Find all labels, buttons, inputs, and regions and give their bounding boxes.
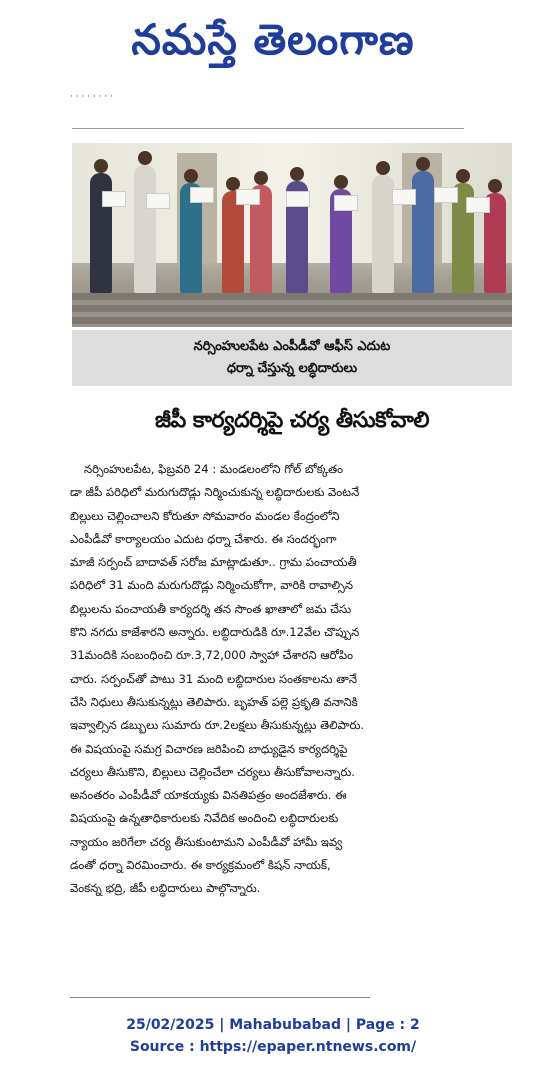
placard [466,197,490,213]
article-line: చారు. సర్పంచ్‌తో పాటు 31 మంది లబ్ధిదారుల సంతకాలను తానే [70,671,357,686]
article-line: 31మందికి సంబంధించి రూ.3,72,000 స్వాహా చేశారని ఆరోపిం [70,648,354,663]
article-line: చేసి నిధులు తీసుకున్నట్లు తెలిపారు. బృహత్ పల్లె ప్రకృతి వనానికి [70,694,358,709]
article-line: బిల్లులను పంచాయతీ కార్యదర్శి తన సొంత ఖాతాలో జమ చేసు [70,601,352,616]
photo-steps [72,293,512,327]
divider [72,128,464,129]
placard [392,189,416,205]
article-line: ఇవ్వాల్సిన డబ్బులు సుమారు రూ.2లక్షలు తీసుకున్నట్లు తెలిపారు. [70,718,365,733]
article-line: విషయంపై ఉన్నతాధికారులకు నివేదిక అందించి లబ్ధిదారులకు [70,811,339,826]
article-line: బిల్లులు చెల్లించాలని కోరుతూ సోమవారం మండల కేంద్రంలోని [70,508,340,523]
divider [70,997,370,998]
photo-person [134,165,156,293]
placard [102,191,126,207]
article-body [70,458,520,901]
article-line: అనంతరం ఎంపీడీవో యాకయ్యకు వినతిపత్రం అందజేశారు. ఈ [70,788,347,803]
newspaper-logo: నమస్తే తెలంగాణ [131,15,415,64]
placard [434,187,458,203]
caption-line: ధర్నా చేస్తున్న లబ్ధిదారులు [226,361,358,376]
photo-person [372,175,394,293]
article-line: డా జీపీ పరిధిలో మరుగుదొడ్లు నిర్మించుకున్న లబ్ధిదారులకు వెంటనే [70,485,360,500]
placard [236,189,260,205]
photo-caption [72,330,512,386]
placard [146,193,170,209]
masthead [0,0,546,80]
placard [286,191,310,207]
article-line: న్యాయం జరిగేలా చర్య తీసుకుంటామని ఎంపీడీవో హామీ ఇవ్వ [70,834,343,849]
article-line: డంతో ధర్నా విరమించారు. ఈ కార్యక్రమంలో కిషన్ నాయక్, [70,858,331,873]
article-line: చర్యలు తీసుకొని, బిల్లులు చెల్లించేలా చర్యలు తీసుకోవాలన్నారు. [70,764,355,779]
article-line: కొని నగదు కాజేశారని అన్నారు. లబ్ధిదారుడికి రూ.12వేల చొప్పున [70,625,360,640]
article-line: పరిధిలో 31 మంది మరుగుదొడ్లు నిర్మించుకోగా, వారికి రావాల్సిన [70,578,353,593]
placard [190,187,214,203]
header-strip: · · · · · · · · [70,92,113,102]
footer-source-link[interactable]: Source : https://epaper.ntnews.com/ [129,1039,417,1055]
article-line: వెంకన్న భద్రి, జీపీ లబ్ధిదారులు పాల్గొన్నారు. [70,881,261,896]
photo-person [222,191,244,293]
footer-date-line: 25/02/2025 | Mahabubabad | Page : 2 [126,1017,420,1033]
article-line: ఎంపీడీవో కార్యాలయం ఎదుట ధర్నా చేశారు. ఈ సందర్భంగా [70,531,337,546]
article-headline: జీపీ కార్యదర్శిపై చర్య తీసుకోవాలి [155,408,429,433]
page-footer [0,1014,546,1058]
protest-photo [72,143,512,327]
article-line: ఈ విషయంపై సమగ్ర విచారణ జరిపించి బాధ్యుడైన కార్యదర్శిపై [70,741,348,756]
caption-line: నర్సింహులపేట ఎంపీడీవో ఆఫీస్ ఎదుట [193,339,391,354]
article-line: నర్సింహులపేట, ఫిబ్రవరి 24 : మండలంలోని గోల్ బోక్కతం [84,462,344,476]
article-line: మాజీ సర్పంచ్ బాదావత్ సరోజ మాట్లాడుతూ.. గ్రామ పంచాయతీ [70,555,357,570]
placard [334,195,358,211]
